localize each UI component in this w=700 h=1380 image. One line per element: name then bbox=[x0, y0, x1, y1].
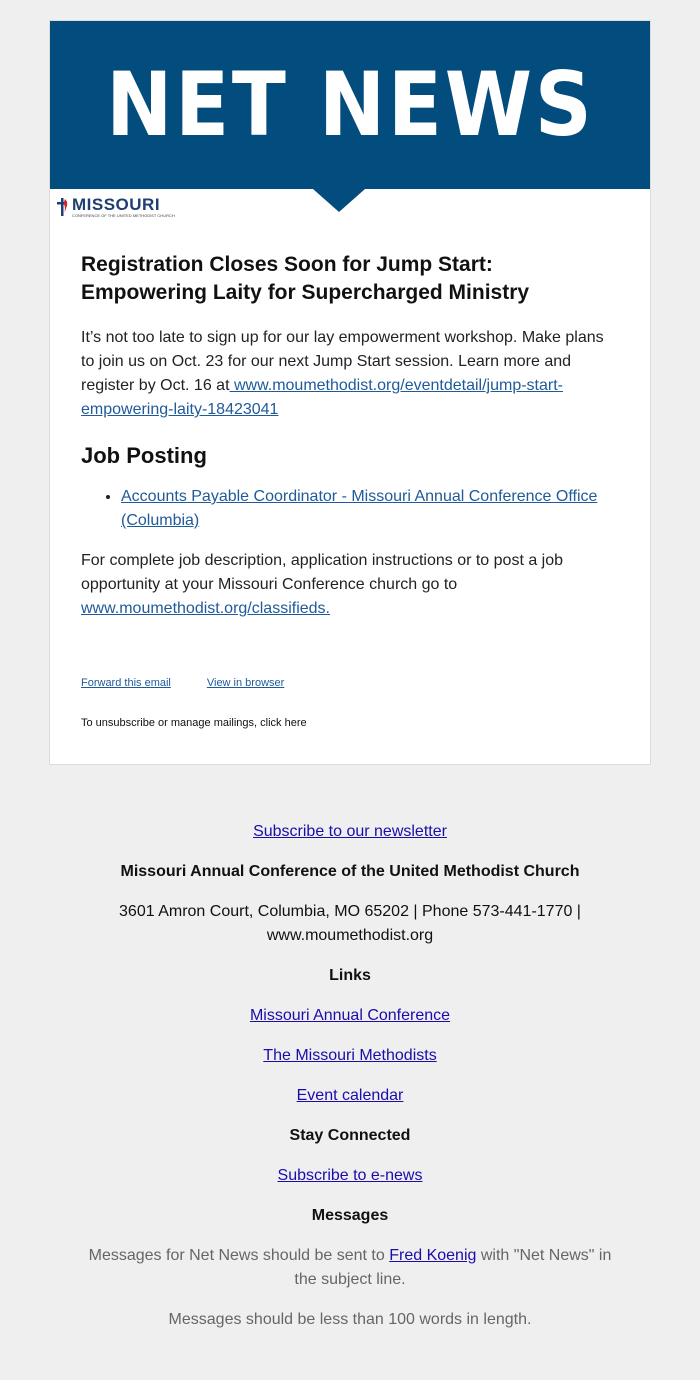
subscribe-newsletter-link[interactable]: Subscribe to our newsletter bbox=[253, 823, 447, 840]
forward-email-link[interactable]: Forward this email bbox=[81, 677, 171, 689]
missouri-conference-logo bbox=[56, 196, 175, 218]
org-address bbox=[0, 900, 700, 948]
job-list bbox=[81, 485, 611, 533]
jump-start-link[interactable]: www.moumethodist.org/eventdetail/jump-start-empowering-laity-18423041 bbox=[81, 377, 563, 418]
messages-suffix: with "Net News" in the subject line. bbox=[294, 1247, 612, 1288]
email-actions bbox=[81, 677, 320, 689]
missouri-methodists-link[interactable]: The Missouri Methodists bbox=[263, 1047, 437, 1064]
classifieds-link[interactable]: www.moumethodist.org/classifieds. bbox=[81, 600, 330, 617]
address-line: 3601 Amron Court, Columbia, MO 65202 | Phone 573-441-1770 | bbox=[119, 903, 581, 920]
missouri-annual-conference-link[interactable]: Missouri Annual Conference bbox=[249, 1007, 451, 1024]
article-body bbox=[81, 326, 611, 422]
banner-pointer bbox=[313, 189, 365, 212]
messages-heading: Messages bbox=[311, 1207, 389, 1224]
unsubscribe-note[interactable]: To unsubscribe or manage mailings, click here bbox=[81, 717, 307, 729]
job-note-text: For complete job description, application instructions or to post a job opportunity at your Missouri Conference church go to bbox=[81, 552, 564, 593]
logo-wordmark: MISSOURI bbox=[72, 195, 161, 214]
footer bbox=[0, 820, 700, 1332]
website-line: www.moumethodist.org bbox=[266, 927, 434, 944]
messages-note bbox=[80, 1244, 620, 1292]
job-link-accounts-payable[interactable]: Accounts Payable Coordinator - Missouri Annual Conference Office (Columbia) bbox=[121, 488, 598, 529]
stay-connected-heading: Stay Connected bbox=[289, 1127, 411, 1144]
subscribe-enews-link[interactable]: Subscribe to e-news bbox=[277, 1167, 423, 1184]
event-calendar-link[interactable]: Event calendar bbox=[296, 1087, 404, 1104]
links-heading: Links bbox=[329, 967, 371, 984]
job-posting-heading: Job Posting bbox=[81, 443, 207, 468]
messages-limit: Messages should be less than 100 words in length. bbox=[168, 1311, 532, 1328]
banner-title: NET NEWS bbox=[105, 53, 595, 156]
view-in-browser-link[interactable]: View in browser bbox=[206, 677, 285, 689]
article-body-text: It’s not too late to sign up for our lay empowerment workshop. Make plans to join us on Oct. 23 for our next Jump Start session. Learn more and register by Oct. 16 at bbox=[81, 329, 604, 394]
messages-prefix: Messages for Net News should be sent to bbox=[88, 1247, 385, 1264]
fred-koenig-link[interactable]: Fred Koenig bbox=[389, 1247, 477, 1264]
job-note bbox=[81, 549, 611, 621]
org-name: Missouri Annual Conference of the United Methodist Church bbox=[120, 863, 580, 880]
cross-flame-icon bbox=[56, 196, 70, 218]
logo-subtitle: CONFERENCE OF THE UNITED METHODIST CHURCH bbox=[72, 213, 175, 218]
article-content bbox=[81, 251, 611, 621]
header-banner bbox=[50, 21, 650, 189]
article-heading: Registration Closes Soon for Jump Start: Empowering Laity for Supercharged Ministry bbox=[81, 253, 530, 304]
newsletter-card bbox=[49, 20, 651, 765]
list-item bbox=[121, 485, 611, 533]
